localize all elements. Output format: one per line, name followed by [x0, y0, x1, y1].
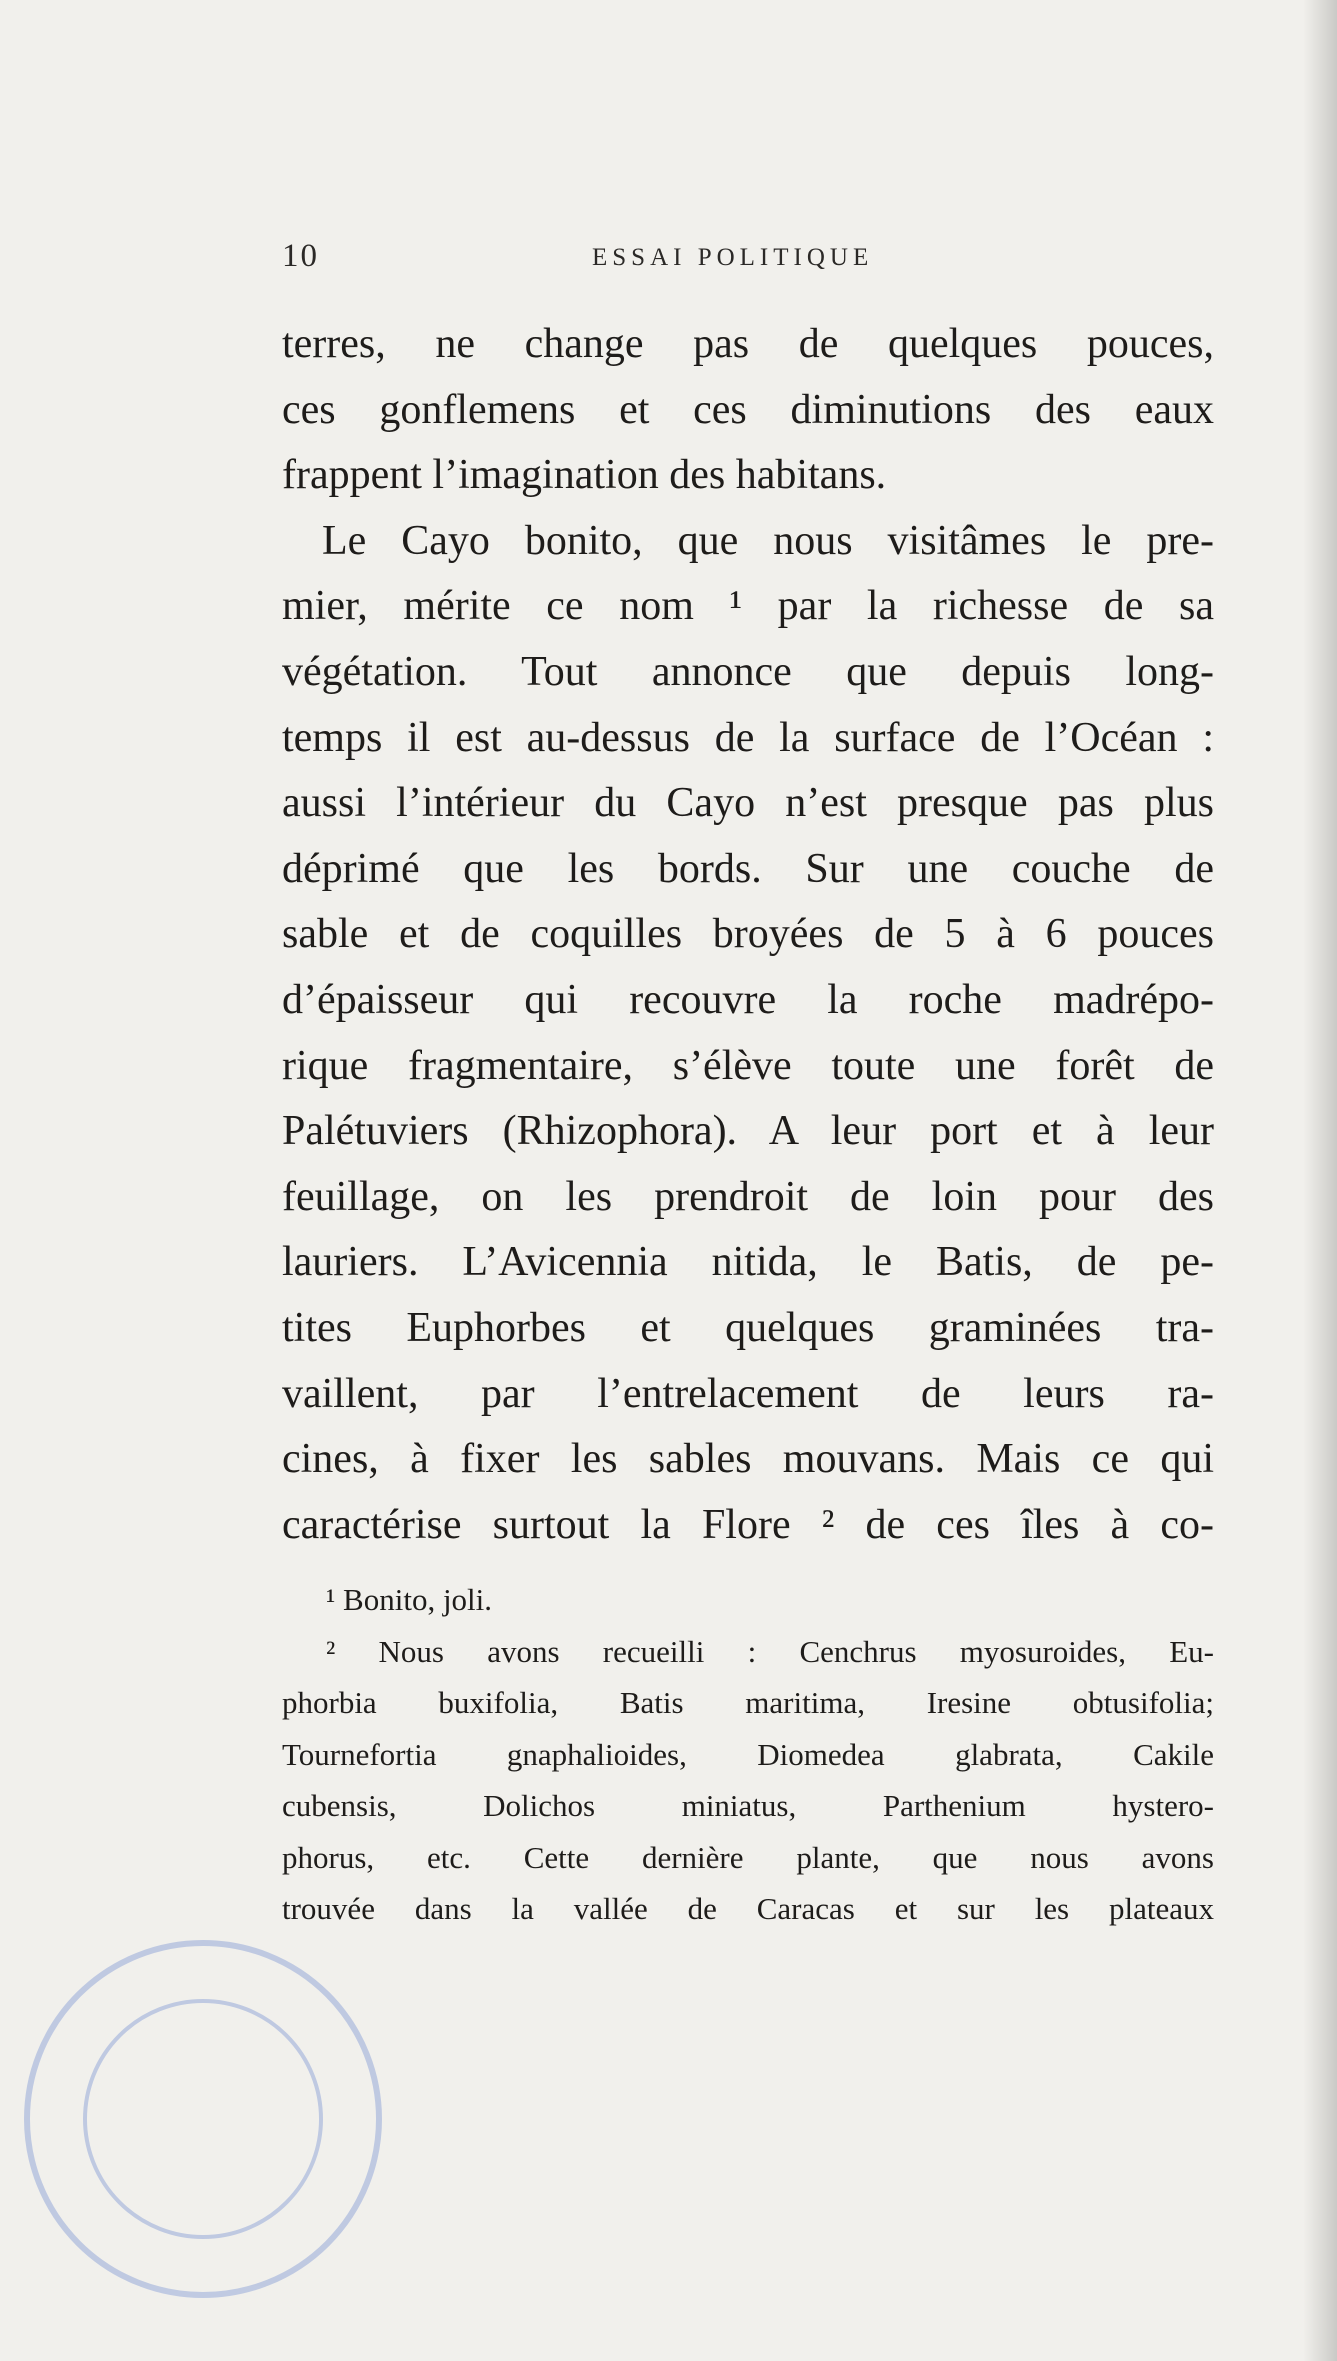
text-line: Le Cayo bonito, que nous visitâmes le pre-: [322, 517, 1214, 564]
body-text: [282, 312, 1214, 1558]
text-line: végétation. Tout annonce que depuis long-: [282, 648, 1214, 695]
page-edge-shadow: [1303, 0, 1337, 2361]
footnote-line: cubensis, Dolichos miniatus, Parthenium hystero-: [282, 1788, 1214, 1823]
text-line: feuillage, on les prendroit de loin pour des: [282, 1173, 1214, 1220]
footnote-line: trouvée dans la vallée de Caracas et sur les plateaux: [282, 1891, 1214, 1926]
text-line: d’épaisseur qui recouvre la roche madrépo-: [282, 976, 1214, 1023]
text-line: temps il est au-dessus de la surface de l’Océan :: [282, 714, 1214, 761]
text-line: rique fragmentaire, s’élève toute une forêt de: [282, 1042, 1214, 1089]
text-line: caractérise surtout la Flore ² de ces îles à co-: [282, 1501, 1214, 1548]
library-stamp: [8, 1924, 398, 2314]
text-line: vaillent, par l’entrelacement de leurs ra-: [282, 1370, 1214, 1417]
text-line: Palétuviers (Rhizophora). A leur port et à leur: [282, 1108, 1214, 1155]
text-line: cines, à fixer les sables mouvans. Mais ce qui: [282, 1436, 1214, 1483]
footnote-line: ¹ Bonito, joli.: [326, 1582, 493, 1617]
page-number: 10: [282, 238, 319, 274]
footnote-line: Tournefortia gnaphalioides, Diomedea glabrata, Cakile: [282, 1736, 1214, 1772]
running-head: [282, 238, 896, 280]
footnote-line: phorus, etc. Cette dernière plante, que nous avons: [282, 1839, 1214, 1875]
text-line: terres, ne change pas de quelques pouces,: [282, 321, 1214, 367]
text-line: sable et de coquilles broyées de 5 à 6 pouces: [282, 911, 1214, 958]
text-line: lauriers. L’Avicennia nitida, le Batis, de pe-: [282, 1239, 1214, 1286]
text-line: frappent l’imagination des habitans.: [282, 452, 887, 499]
footnote-line: phorbia buxifolia, Batis maritima, Iresine obtusifolia;: [282, 1685, 1214, 1720]
text-line: tites Euphorbes et quelques graminées tra-: [282, 1304, 1214, 1351]
footnotes: [282, 1574, 1214, 1935]
text-line: ces gonflemens et ces diminutions des eaux: [282, 386, 1214, 433]
running-head-title: ESSAI POLITIQUE: [592, 244, 874, 271]
text-line: mier, mérite ce nom ¹ par la richesse de sa: [282, 583, 1214, 630]
text-line: aussi l’intérieur du Cayo n’est presque pas plus: [282, 780, 1214, 827]
footnote-line: ² Nous avons recueilli : Cenchrus myosuroides, Eu-: [326, 1633, 1214, 1669]
text-line: déprimé que les bords. Sur une couche de: [282, 845, 1214, 892]
